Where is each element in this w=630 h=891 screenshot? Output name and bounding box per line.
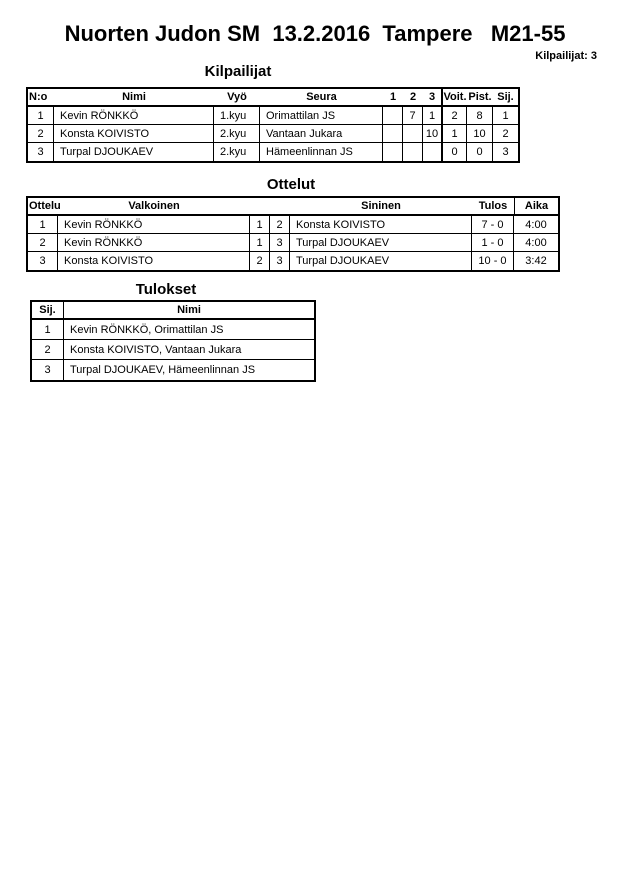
cell-pist: 8 <box>467 107 493 124</box>
tulokset-heading: Tulokset <box>135 281 197 298</box>
cell-score-2: 7 <box>403 107 423 124</box>
cell-sij: 2 <box>502 127 509 140</box>
cell-score-1 <box>383 143 403 161</box>
kilpailijat-table <box>26 87 520 163</box>
cell-aika: 4:00 <box>525 218 547 231</box>
cell-wnum: 1 <box>250 234 270 251</box>
header-vyo: Vyö <box>227 91 247 103</box>
competitor-count: Kilpailijat: 3 <box>535 50 597 62</box>
cell-sininen: Konsta KOIVISTO <box>290 216 472 233</box>
cell-bnum: 2 <box>270 216 290 233</box>
ottelut-row <box>28 252 558 270</box>
cell-nimi: Kevin RÖNKKÖ <box>54 107 214 124</box>
cell-score-1 <box>383 125 403 142</box>
cell-voit: 0 <box>441 143 467 161</box>
cell-sij: 1 <box>32 320 64 339</box>
kilpailijat-row <box>28 107 518 125</box>
cell-nimi: Konsta KOIVISTO <box>54 125 214 142</box>
cell-seura: Vantaan Jukara <box>260 125 383 142</box>
cell-no: 1 <box>28 107 54 124</box>
cell-sij: 3 <box>32 360 64 380</box>
cell-vyo: 2.kyu <box>214 125 260 142</box>
header-sij: Sij. <box>497 91 514 103</box>
header-no: N:o <box>29 91 48 103</box>
cell-score-3 <box>423 143 441 161</box>
header-aika: Aika <box>514 198 558 214</box>
cell-match-no: 3 <box>28 252 58 270</box>
header-col3: 3 <box>428 91 436 103</box>
cell-valkoinen: Kevin RÖNKKÖ <box>58 216 250 233</box>
cell-nimi: Turpal DJOUKAEV, Hämeenlinnan JS <box>70 364 256 376</box>
header-sij: Sij. <box>32 302 64 318</box>
cell-seura: Hämeenlinnan JS <box>260 143 383 161</box>
cell-aika: 3:42 <box>525 255 547 267</box>
header-sininen: Sininen <box>361 200 401 212</box>
ottelut-table <box>26 196 560 272</box>
cell-voit: 1 <box>441 125 467 142</box>
cell-pist: 0 <box>467 143 493 161</box>
cell-sij: 2 <box>32 340 64 359</box>
ottelut-heading: Ottelut <box>266 176 316 193</box>
cell-score-2 <box>403 125 423 142</box>
cell-wnum: 1 <box>250 216 270 233</box>
cell-nimi: Kevin RÖNKKÖ, Orimattilan JS <box>70 323 224 336</box>
cell-valkoinen: Kevin RÖNKKÖ <box>58 234 250 251</box>
cell-voit: 2 <box>441 107 467 124</box>
cell-score-1 <box>383 107 403 124</box>
ottelut-row <box>28 234 558 252</box>
cell-nimi: Turpal DJOUKAEV <box>54 143 214 161</box>
kilpailijat-heading: Kilpailijat <box>204 63 272 80</box>
header-wnum-spacer <box>250 198 270 214</box>
cell-seura: Orimattilan JS <box>260 107 383 124</box>
header-col2: 2 <box>409 91 417 103</box>
header-score-group <box>441 89 518 105</box>
cell-match-no: 2 <box>28 234 58 251</box>
header-seura-group <box>260 89 441 105</box>
document-title: Nuorten Judon SM 13.2.2016 Tampere M21-55 <box>64 21 566 46</box>
cell-bnum: 3 <box>270 252 290 270</box>
kilpailijat-header-row <box>28 89 518 107</box>
tulokset-row <box>32 340 314 360</box>
cell-vyo: 1.kyu <box>214 107 260 124</box>
header-pist: Pist. <box>468 91 492 103</box>
cell-sij: 1 <box>502 109 509 122</box>
kilpailijat-row <box>28 143 518 161</box>
header-nimi: Nimi <box>122 91 146 103</box>
cell-bnum: 3 <box>270 234 290 251</box>
cell-sij: 3 <box>502 146 509 158</box>
tulokset-table <box>30 300 316 382</box>
header-tulos: Tulos <box>478 200 508 212</box>
cell-no: 3 <box>28 143 54 161</box>
cell-aika: 4:00 <box>525 236 547 249</box>
kilpailijat-row <box>28 125 518 143</box>
cell-match-no: 1 <box>28 216 58 233</box>
cell-sininen: Turpal DJOUKAEV <box>290 252 472 270</box>
header-nimi: Nimi <box>177 304 201 316</box>
ottelut-row <box>28 216 558 234</box>
header-bnum-spacer <box>270 198 290 214</box>
cell-score-2 <box>403 143 423 161</box>
tulokset-header-row <box>32 302 314 320</box>
cell-score-3: 10 <box>425 127 439 140</box>
cell-vyo: 2.kyu <box>214 143 260 161</box>
cell-pist: 10 <box>467 125 493 142</box>
ottelut-header-row <box>28 198 558 216</box>
cell-tulos: 1 - 0 <box>472 234 514 251</box>
cell-sininen: Turpal DJOUKAEV <box>290 234 472 251</box>
cell-wnum: 2 <box>250 252 270 270</box>
header-ottelu: Ottelu <box>29 200 61 212</box>
cell-score-3: 1 <box>428 109 436 122</box>
header-col1: 1 <box>389 91 397 103</box>
cell-no: 2 <box>28 125 54 142</box>
header-voit: Voit. <box>443 91 467 103</box>
cell-tulos: 10 - 0 <box>472 252 514 270</box>
header-valkoinen: Valkoinen <box>128 200 180 212</box>
cell-tulos: 7 - 0 <box>472 216 514 233</box>
tulokset-row <box>32 360 314 380</box>
tulokset-row <box>32 320 314 340</box>
cell-nimi: Konsta KOIVISTO, Vantaan Jukara <box>70 343 242 356</box>
cell-valkoinen: Konsta KOIVISTO <box>58 252 250 270</box>
header-players-group <box>28 198 472 214</box>
header-seura: Seura <box>306 91 337 103</box>
